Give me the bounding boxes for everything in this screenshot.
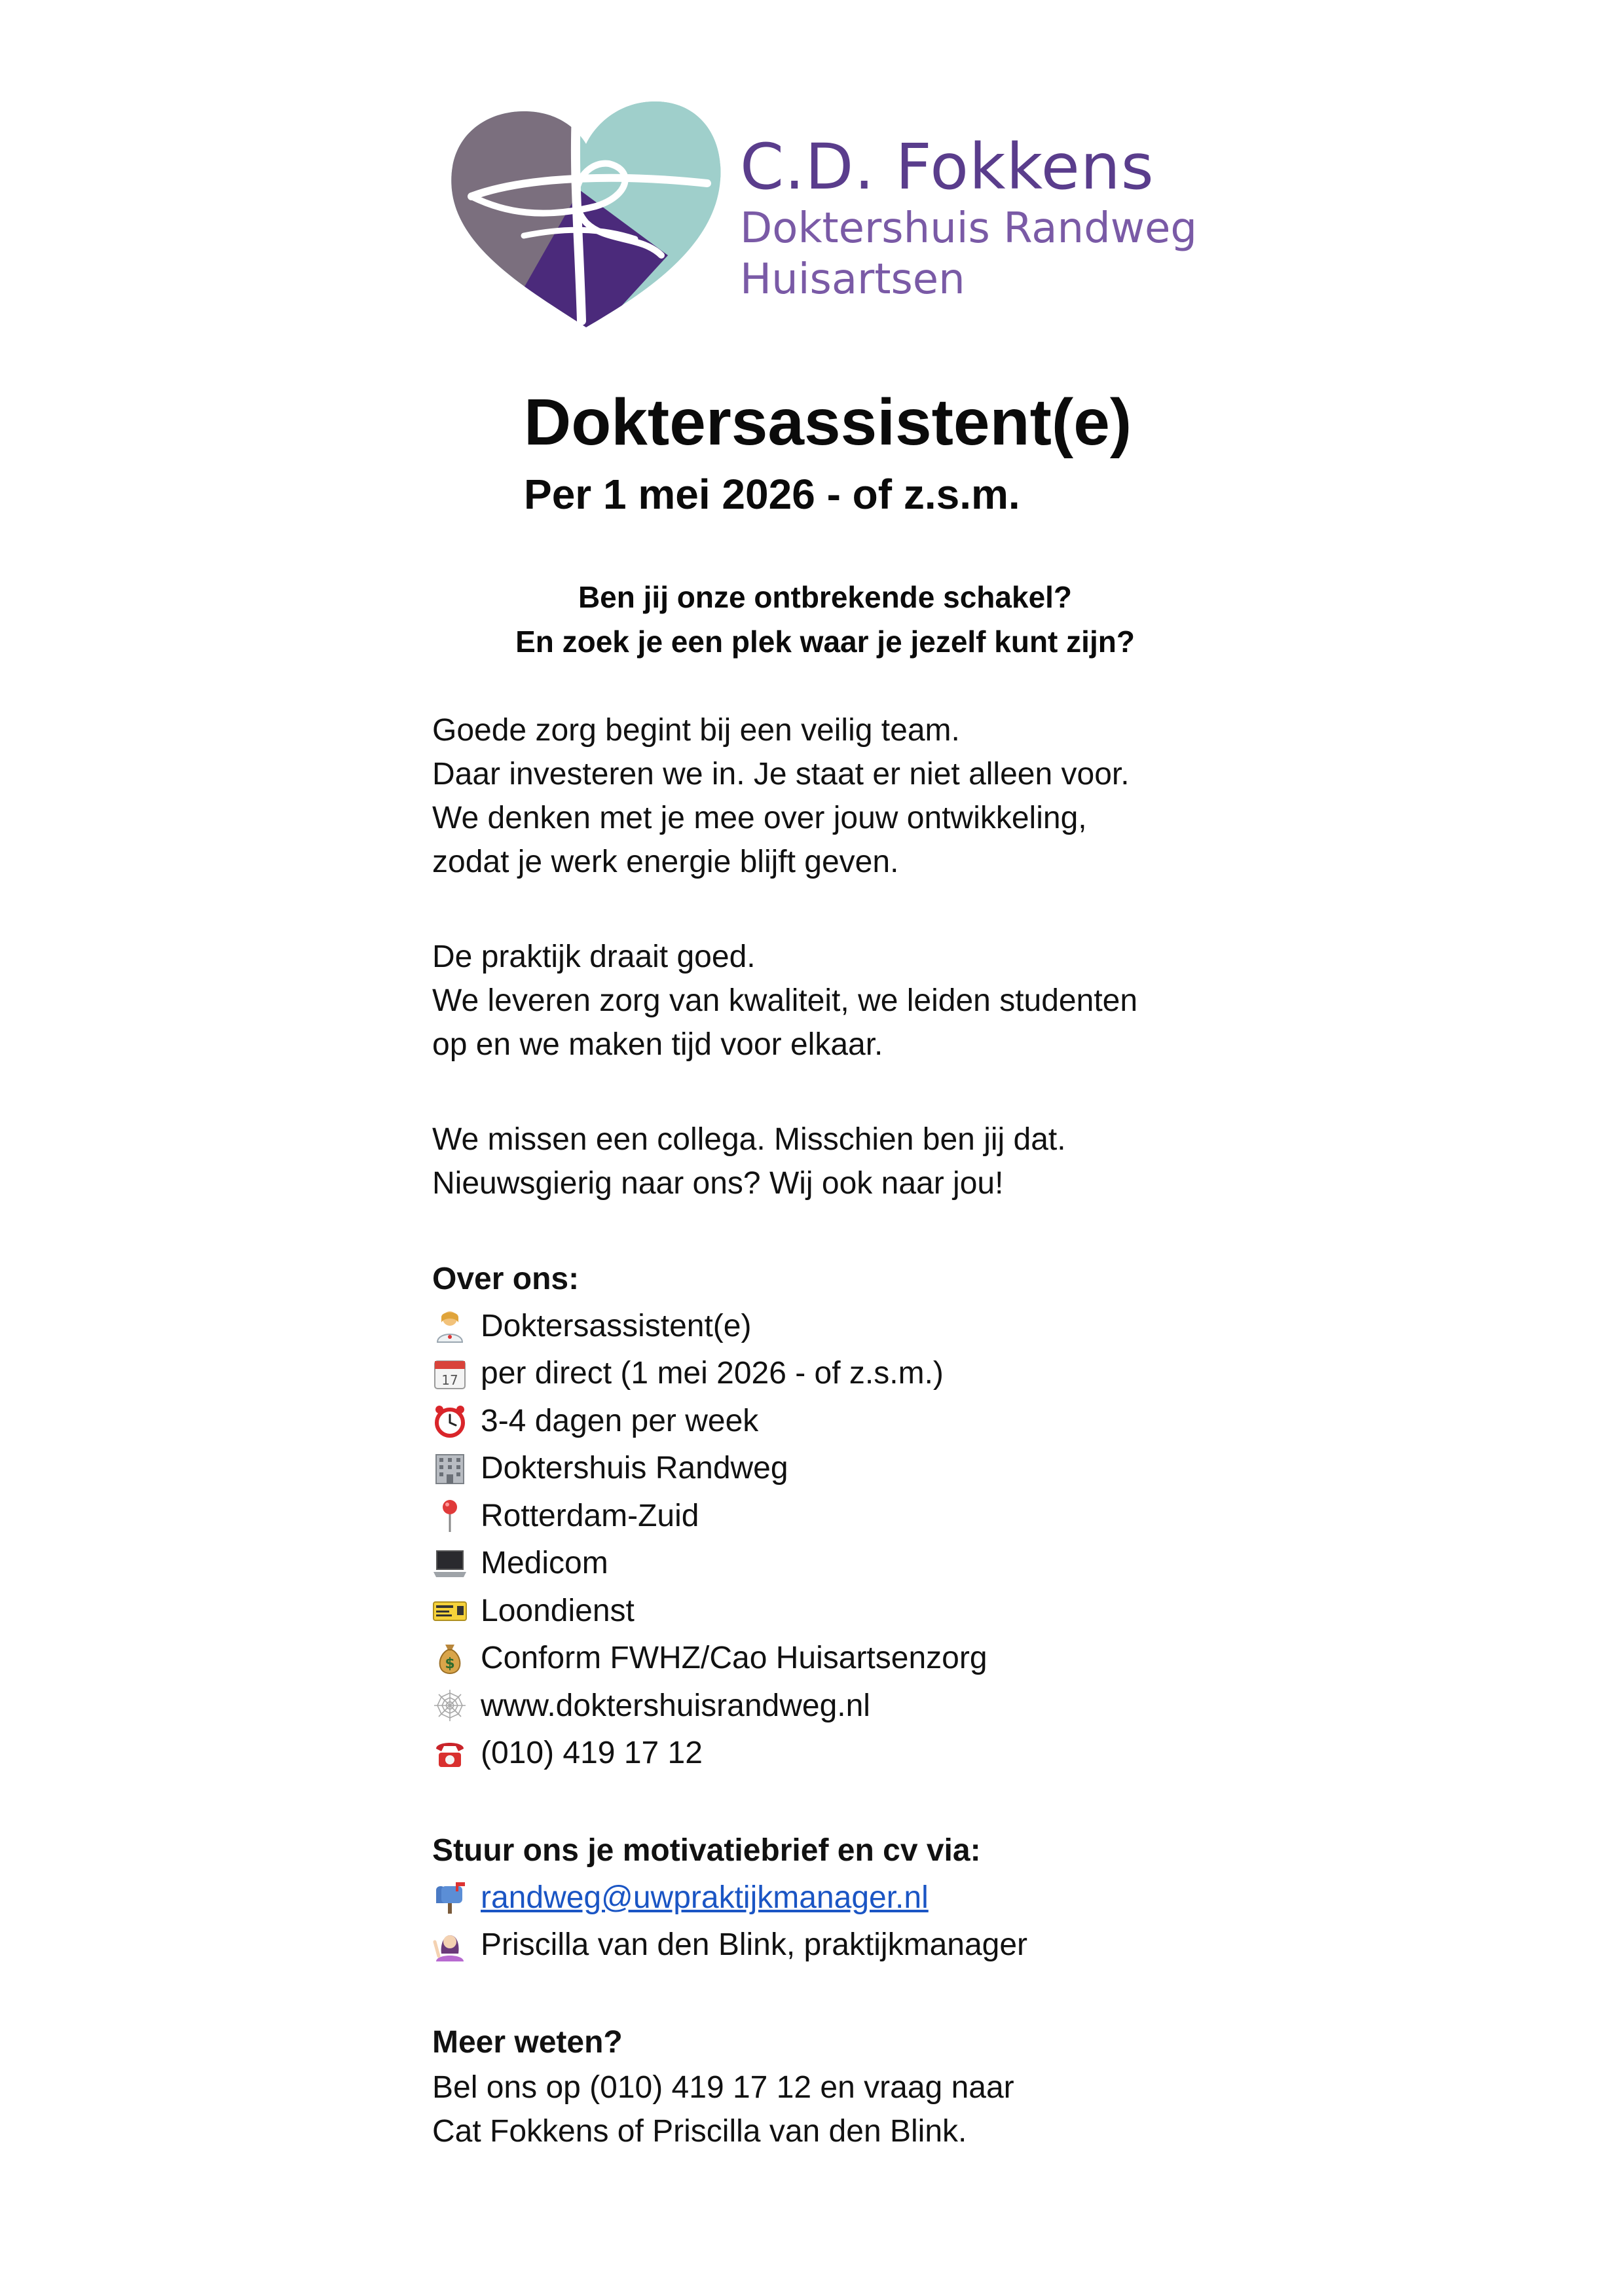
apply-heading: Stuur ons je motivatiebrief en cv via: [432, 1833, 981, 1868]
list-item [432, 1540, 1349, 1588]
svg-text:$: $ [445, 1655, 455, 1672]
calendar-icon [432, 1356, 468, 1391]
list-item-text: Doktersassistent(e) [481, 1308, 752, 1343]
list-item-text: 3-4 dagen per week [481, 1403, 759, 1438]
mailbox-icon [432, 1880, 468, 1915]
intro-line-1: Ben jij onze ontbrekende schakel? [578, 580, 1073, 614]
contact-person: Priscilla van den Blink, praktijkmanager [481, 1927, 1028, 1963]
body-text [432, 708, 1349, 2204]
logo-subtitle-line-2: Huisartsen [740, 255, 965, 304]
list-item-text: Medicom [481, 1546, 608, 1581]
email-link[interactable]: randweg@uwpraktijkmanager.nl [481, 1880, 929, 1915]
health-worker-icon [432, 1308, 468, 1343]
paragraph-line: Bel ons op (010) 419 17 12 en vraag naar [432, 2070, 1014, 2105]
list-item-text: Doktershuis Randweg [481, 1451, 788, 1486]
list-item-text: Loondienst [481, 1593, 635, 1628]
about-heading: Over ons: [432, 1262, 580, 1296]
spider-web-icon [432, 1688, 468, 1723]
intro-question [432, 575, 1218, 664]
list-item [432, 1587, 1349, 1635]
list-item [432, 1874, 1349, 1922]
heart-cross-logo-icon [445, 98, 727, 334]
laptop-icon [432, 1546, 468, 1581]
apply-list [432, 1874, 1349, 1969]
paragraph-practice [432, 935, 1349, 1066]
paragraph-line: Daar investeren we in. Je staat er niet alleen voor. [432, 757, 1130, 792]
list-item [432, 1730, 1349, 1777]
ticket-icon [432, 1593, 468, 1628]
list-item [432, 1350, 1349, 1398]
list-item-text: per direct (1 mei 2026 - of z.s.m.) [481, 1356, 944, 1391]
paragraph-line: Cat Fokkens of Priscilla van den Blink. [432, 2114, 967, 2149]
paragraph-line: Goede zorg begint bij een veilig team. [432, 713, 960, 748]
paragraph-line: De praktijk draait goed. [432, 939, 756, 974]
logo-text [740, 131, 1211, 305]
list-item [432, 1682, 1349, 1730]
telephone-icon [432, 1736, 468, 1771]
paragraph-line: We denken met je mee over jouw ontwikkeling, [432, 801, 1087, 835]
list-item [432, 1302, 1349, 1350]
list-item [432, 1397, 1349, 1445]
paragraph-line: zodat je werk energie blijft geven. [432, 845, 899, 879]
more-info-heading: Meer weten? [432, 2025, 623, 2060]
page-subtitle: Per 1 mei 2026 - of z.s.m. [524, 471, 1020, 518]
paragraph-line: We leveren zorg van kwaliteit, we leiden studenten [432, 983, 1138, 1018]
more-info-text [432, 2066, 1349, 2153]
paragraph-line: op en we maken tijd voor elkaar. [432, 1027, 883, 1062]
logo-subtitle-line-1: Doktershuis Randweg [740, 204, 1198, 253]
logo-name: C.D. Fokkens [740, 130, 1154, 204]
list-item [432, 1635, 1349, 1683]
list-item-text: www.doktershuisrandweg.nl [481, 1688, 870, 1723]
alarm-clock-icon [432, 1403, 468, 1438]
list-item-text: (010) 419 17 12 [481, 1736, 703, 1771]
list-item [432, 1445, 1349, 1493]
svg-text:17: 17 [441, 1372, 458, 1388]
intro-line-2: En zoek je een plek waar je jezelf kunt zijn? [515, 625, 1135, 659]
paragraph-line: We missen een collega. Misschien ben jij dat. [432, 1122, 1066, 1157]
location-pin-icon [432, 1498, 468, 1533]
person-raising-hand-icon [432, 1927, 468, 1963]
list-item [432, 1922, 1349, 1969]
money-bag-icon [432, 1641, 468, 1676]
paragraph-team [432, 708, 1349, 884]
list-item-text: Conform FWHZ/Cao Huisartsenzorg [481, 1641, 987, 1676]
office-building-icon [432, 1451, 468, 1486]
list-item-text: Rotterdam-Zuid [481, 1498, 699, 1533]
list-item [432, 1492, 1349, 1540]
paragraph-colleague [432, 1118, 1349, 1205]
about-list [432, 1302, 1349, 1777]
practice-logo [445, 98, 1198, 334]
page-title: Doktersassistent(e) [524, 386, 1132, 459]
paragraph-line: Nieuwsgierig naar ons? Wij ook naar jou! [432, 1166, 1004, 1201]
